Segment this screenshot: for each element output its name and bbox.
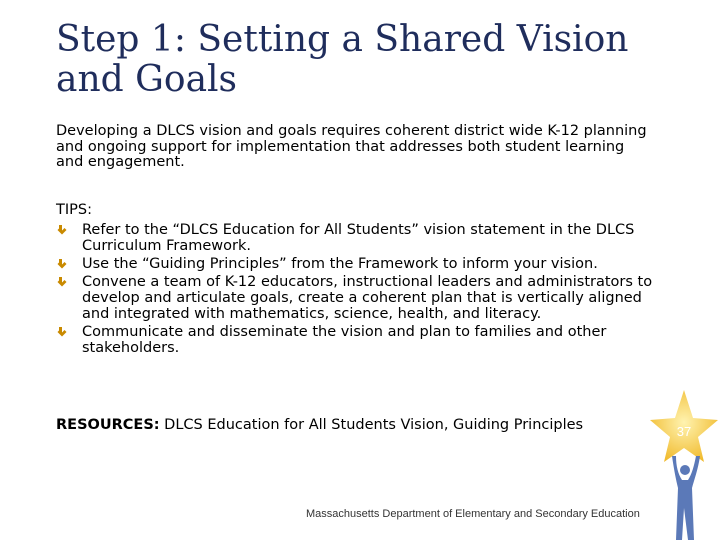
tip-item <box>56 324 666 356</box>
tip-item <box>56 256 666 272</box>
tip-item <box>56 274 666 322</box>
resources-text: DLCS Education for All Students Vision, Guiding Principles <box>159 417 584 433</box>
tip-text: Use the “Guiding Principles” from the Framework to inform your vision. <box>82 256 598 272</box>
tips-heading: TIPS: <box>56 202 92 218</box>
intro-paragraph: Developing a DLCS vision and goals requires coherent district wide K-12 planning and ongoing support for implementation that addresses both student learning and engagement. <box>56 123 647 170</box>
page-number: 37 <box>676 424 692 439</box>
arrow-down-right-icon <box>56 257 70 271</box>
footer-text: Massachusetts Department of Elementary and Secondary Education <box>306 508 640 520</box>
arrow-down-right-icon <box>56 275 70 289</box>
tip-item <box>56 222 666 254</box>
tip-text: Convene a team of K-12 educators, instructional leaders and administrators to develop and articulate goals, create a coherent plan that is vertically aligned and integrated with mathematics, science, health, and literacy. <box>82 274 653 322</box>
star-figure-icon <box>646 390 718 540</box>
resources-label: RESOURCES: <box>56 417 160 433</box>
slide-title: Step 1: Setting a Shared Vision and Goals <box>56 19 629 100</box>
person-head-icon <box>680 465 690 475</box>
arrow-down-right-icon <box>56 325 70 339</box>
arrow-down-right-icon <box>56 223 70 237</box>
tip-text: Refer to the “DLCS Education for All Students” vision statement in the DLCS Curriculum Framework. <box>82 222 635 254</box>
tip-text: Communicate and disseminate the vision and plan to families and other stakeholders. <box>82 324 607 356</box>
tips-label: TIPS <box>56 202 88 218</box>
resources-line <box>56 417 656 433</box>
tips-list <box>56 222 666 358</box>
